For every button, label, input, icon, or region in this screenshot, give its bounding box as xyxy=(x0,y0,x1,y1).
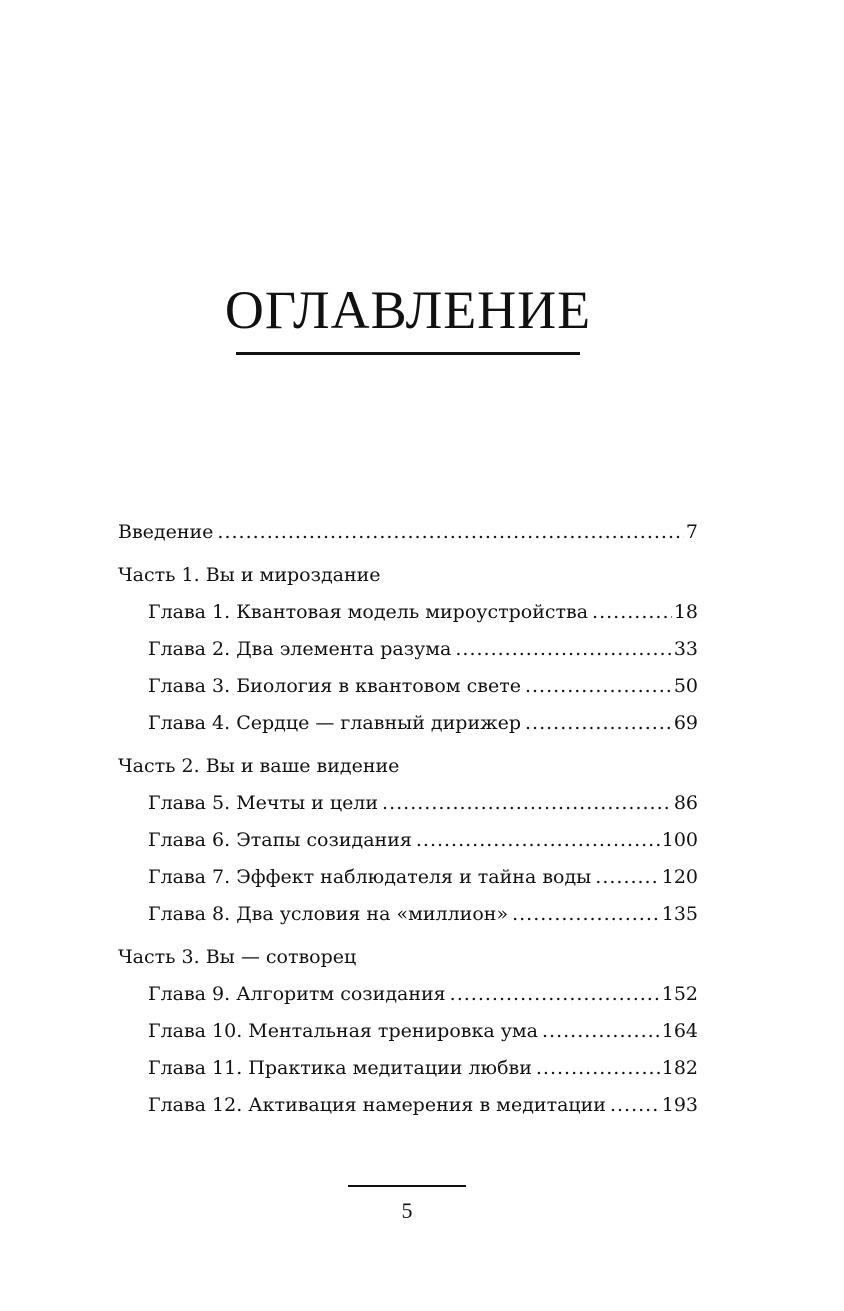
toc-entry-chapter-5 xyxy=(118,791,698,815)
toc-entry-page: 50 xyxy=(673,675,698,697)
dot-leader xyxy=(455,637,671,661)
footer-rule xyxy=(348,1185,466,1187)
toc-entry-chapter-1 xyxy=(118,600,698,624)
dot-leader xyxy=(595,865,659,889)
toc-entry-page: 7 xyxy=(685,521,698,543)
dot-leader xyxy=(217,520,683,544)
toc-entry-page: 182 xyxy=(661,1057,698,1079)
toc-entry-page: 193 xyxy=(661,1094,698,1116)
toc-entry-page: 18 xyxy=(673,601,698,623)
toc-part-heading: Часть 3. Вы — сотворец xyxy=(118,946,357,968)
toc-entry-label: Глава 7. Эффект наблюдателя и тайна воды xyxy=(148,866,592,888)
toc-entry-chapter-2 xyxy=(118,637,698,661)
toc-entry-chapter-6 xyxy=(118,828,698,852)
toc-entry-page: 164 xyxy=(661,1020,698,1042)
toc-entry-label: Глава 11. Практика медитации любви xyxy=(148,1057,532,1079)
toc-entry-label: Глава 6. Этапы созидания xyxy=(148,829,412,851)
toc-entry-label: Глава 8. Два условия на «миллион» xyxy=(148,903,509,925)
toc-entry-label: Введение xyxy=(118,521,214,543)
page-number: 5 xyxy=(401,1198,413,1223)
toc-entry-label: Глава 4. Сердце — главный дирижер xyxy=(148,712,522,734)
toc-entry-page: 135 xyxy=(661,903,698,925)
toc-part-heading: Часть 1. Вы и мироздание xyxy=(118,564,381,586)
toc-entry-label: Глава 5. Мечты и цели xyxy=(148,792,379,814)
toc-entry-chapter-7 xyxy=(118,865,698,889)
table-of-contents xyxy=(118,520,698,1136)
toc-entry-chapter-10 xyxy=(118,1019,698,1043)
toc-entry-chapter-8 xyxy=(118,902,698,926)
toc-entry-page: 100 xyxy=(661,829,698,851)
dot-leader xyxy=(542,1019,660,1043)
dot-leader xyxy=(416,828,660,852)
toc-entry-intro xyxy=(118,520,698,544)
toc-entry-chapter-9 xyxy=(118,982,698,1006)
toc-entry-page: 69 xyxy=(673,712,698,734)
dot-leader xyxy=(450,982,660,1006)
dot-leader xyxy=(525,674,672,698)
dot-leader xyxy=(610,1093,660,1117)
toc-entry-label: Глава 3. Биология в квантовом свете xyxy=(148,675,521,697)
toc-entry-label: Глава 2. Два элемента разума xyxy=(148,638,452,660)
toc-entry-chapter-4 xyxy=(118,711,698,735)
dot-leader xyxy=(382,791,672,815)
toc-entry-chapter-11 xyxy=(118,1056,698,1080)
toc-entry-chapter-12 xyxy=(118,1093,698,1117)
dot-leader xyxy=(512,902,660,926)
toc-entry-label: Глава 10. Ментальная тренировка ума xyxy=(148,1020,539,1042)
toc-entry-page: 120 xyxy=(661,866,698,888)
title-underline xyxy=(236,352,580,355)
toc-entry-chapter-3 xyxy=(118,674,698,698)
dot-leader xyxy=(592,600,672,624)
dot-leader xyxy=(525,711,672,735)
toc-entry-page: 86 xyxy=(673,792,698,814)
toc-entry-label: Глава 1. Квантовая модель мироустройства xyxy=(148,601,589,623)
toc-entry-page: 33 xyxy=(673,638,698,660)
toc-entry-label: Глава 9. Алгоритм созидания xyxy=(148,983,446,1005)
page-title: ОГЛАВЛЕНИЕ xyxy=(224,280,592,340)
dot-leader xyxy=(536,1056,660,1080)
toc-entry-page: 152 xyxy=(661,983,698,1005)
toc-part-heading: Часть 2. Вы и ваше видение xyxy=(118,755,400,777)
toc-entry-label: Глава 12. Активация намерения в медитации xyxy=(148,1094,606,1116)
